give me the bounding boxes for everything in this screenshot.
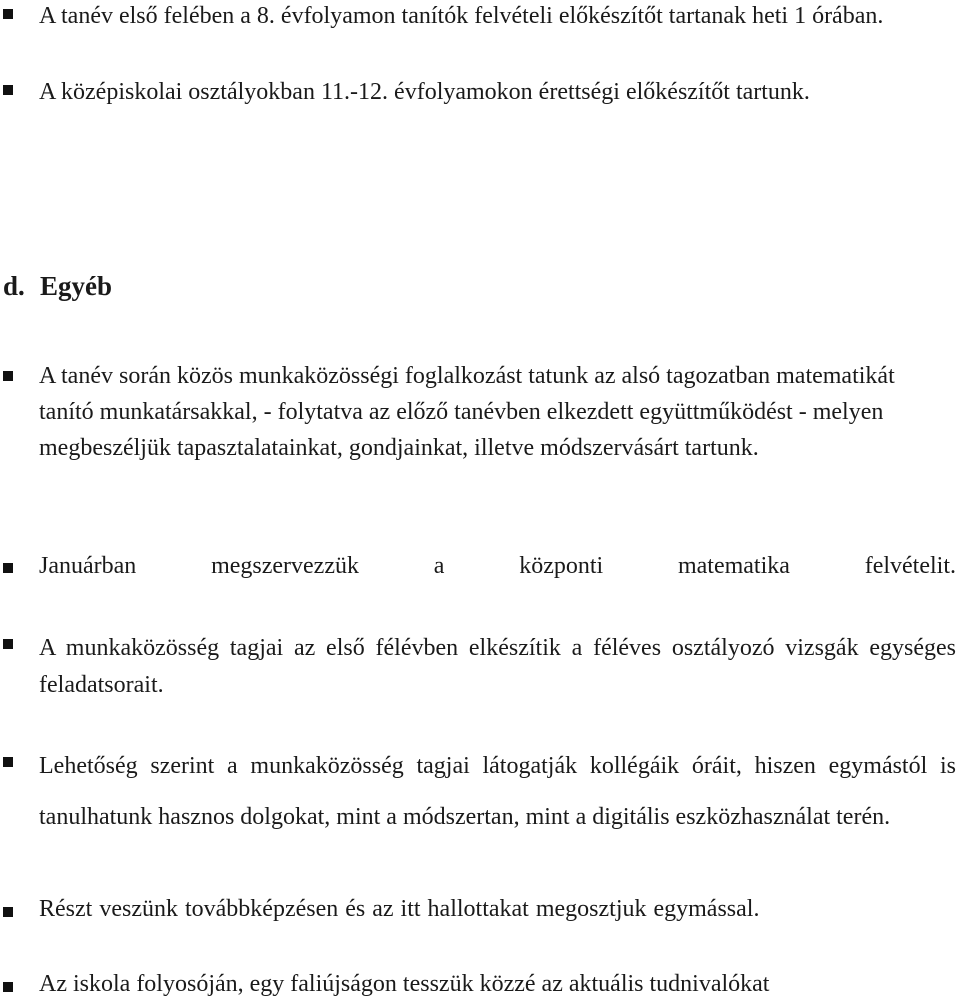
list-item: A tanév első felében a 8. évfolyamon tanítók felvételi előkészítőt tartanak heti 1 órában. [39, 3, 884, 29]
bullet-icon [3, 639, 13, 649]
bullet-icon [3, 371, 13, 381]
bullet-icon [3, 982, 13, 992]
list-item: A tanév során közös munkaközösségi foglalkozást tatunk az alsó tagozatban matematikát tanító munkatársakkal, - folytatva az előző tanévben elkezdett együttműködést - melyen megbeszéljük tapasztalatainkat, gondjainkat, illetve módszervásárt tartunk. [39, 363, 895, 461]
section-heading [3, 268, 112, 304]
list-item: A középiskolai osztályokban 11.-12. évfolyamokon érettségi előkészítőt tartunk. [39, 79, 810, 105]
bullet-icon [3, 563, 13, 573]
list-item: Részt veszünk továbbképzésen és az itt hallottakat megosztjuk egymással. [39, 896, 760, 922]
list-item: Az iskola folyosóján, egy faliújságon tesszük közzé az aktuális tudnivalókat [39, 971, 770, 997]
bullet-icon [3, 907, 13, 917]
bullet-icon [3, 85, 13, 95]
section-letter: d. [3, 271, 25, 301]
section-title: Egyéb [40, 271, 113, 301]
list-item: Lehetőség szerint a munkaközösség tagjai látogatják kollégáik óráit, hiszen egymástól is tanulhatunk hasznos dolgokat, mint a módszertan, mint a digitális eszközhasználat terén. [39, 753, 956, 830]
list-item: A munkaközösség tagjai az első félévben elkészítik a féléves osztályozó vizsgák egységes feladatsorait. [39, 635, 956, 698]
bullet-icon [3, 757, 13, 767]
list-item: Januárban megszervezzük a központi matematika felvételit. [39, 553, 956, 579]
bullet-icon [3, 9, 13, 19]
